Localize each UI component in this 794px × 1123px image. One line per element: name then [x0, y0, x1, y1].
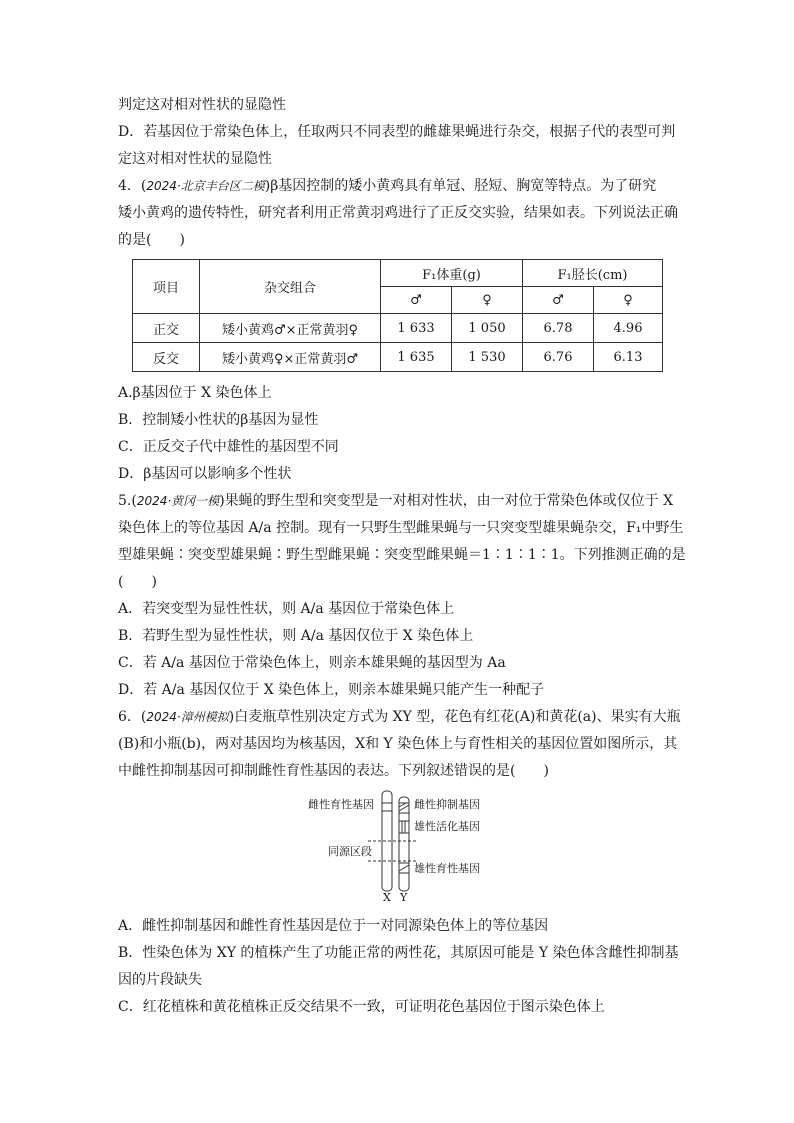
- label-male-fertility-gene: 雄性育性基因: [414, 862, 480, 875]
- row-weight-female: 1 530: [452, 343, 523, 372]
- header-female: ♀: [452, 287, 523, 314]
- header-cross: 杂交组合: [200, 260, 381, 314]
- q4-stem-text: )β基因控制的矮小黄鸡具有单冠、胫短、胸宽等特点。为了研究: [264, 178, 657, 194]
- q4-option-b: B．控制矮小性状的β基因为显性: [118, 412, 319, 428]
- header-weight: F₁体重(g): [381, 260, 523, 287]
- q5-stem-line1: [118, 488, 678, 515]
- q6-option-b-cont: 因的片段缺失: [118, 972, 202, 988]
- q5-stem-line4: ( ): [118, 574, 157, 590]
- q4-table-wrapper: [132, 259, 678, 372]
- q6-stem-text: )白麦瓶草性别决定方式为 XY 型，花色有红花(A)和黄花(a)、果实有大瓶: [228, 709, 681, 725]
- q5-number: 5.(: [118, 493, 137, 509]
- row-name: 反交: [133, 343, 200, 372]
- label-female-fertility-gene: 雌性育性基因: [308, 798, 374, 811]
- chromosome-diagram: [118, 789, 678, 907]
- q6-source: 2024·漳州模拟: [146, 710, 229, 724]
- q4-stem-line1: [118, 173, 678, 200]
- header-shin: F₁胫长(cm): [523, 260, 663, 287]
- text-line: 判定这对相对性状的显隐性: [118, 97, 286, 113]
- table-row: [133, 314, 663, 343]
- q5-option-c: C．若 A/a 基因位于常染色体上，则亲本雄果蝇的基因型为 Aa: [118, 655, 506, 671]
- row-weight-male: 1 633: [381, 314, 452, 343]
- header-female: ♀: [594, 287, 663, 314]
- table-header-row: [133, 260, 663, 287]
- q5-option-d: D．若 A/a 基因仅位于 X 染色体上，则亲本雄果蝇只能产生一种配子: [118, 682, 545, 698]
- q6-stem-line3: 中雌性抑制基因可抑制雌性育性基因的表达。下列叙述错误的是( ): [118, 763, 549, 779]
- q4-number: 4．(: [118, 178, 147, 194]
- label-x: X: [383, 891, 391, 904]
- header-male: ♂: [523, 287, 594, 314]
- q5-stem-line3: 型雄果蝇∶突变型雄果蝇∶野生型雌果蝇∶突变型雌果蝇＝1∶1∶1∶1。下列推测正确的是: [118, 547, 686, 563]
- q4-results-table: [132, 259, 663, 372]
- q6-option-c: C．红花植株和黄花植株正反交结果不一致，可证明花色基因位于图示染色体上: [118, 999, 605, 1015]
- q4-stem-line2: 矮小黄鸡的遗传特性，研究者利用正常黄羽鸡进行了正反交实验，结果如表。下列说法正确: [118, 205, 678, 221]
- q5-stem-line2: 染色体上的等位基因 A/a 控制。现有一只野生型雌果蝇与一只突变型雄果蝇杂交，F₁中野生: [118, 520, 684, 536]
- q5-option-b: B．若野生型为显性性状，则 A/a 基因仅位于 X 染色体上: [118, 628, 474, 644]
- q4-stem-line3: 的是( ): [118, 232, 185, 248]
- row-name: 正交: [133, 314, 200, 343]
- document-page: [118, 92, 686, 1021]
- male-activator-band: [399, 821, 409, 833]
- header-male: ♂: [381, 287, 452, 314]
- option-d-line: D．若基因位于常染色体上，任取两只不同表型的雌雄果蝇进行杂交，根据子代的表型可判: [118, 124, 676, 140]
- q4-option-c: C．正反交子代中雄性的基因型不同: [118, 439, 339, 455]
- label-homologous-region: 同源区段: [328, 845, 372, 858]
- row-shin-male: 6.78: [523, 314, 594, 343]
- q6-stem-line2: (B)和小瓶(b)，两对基因均为核基因，X和 Y 染色体上与育性相关的基因位置如图所示，其: [118, 736, 678, 752]
- row-shin-female: 6.13: [594, 343, 663, 372]
- q5-option-a: A．若突变型为显性性状，则 A/a 基因位于常染色体上: [118, 601, 455, 617]
- q5-source: 2024·黄冈一模: [136, 494, 220, 508]
- row-cross: 矮小黄鸡♀×正常黄羽♂: [200, 343, 381, 372]
- q6-stem-line1: [118, 704, 681, 731]
- header-item: 项目: [133, 260, 200, 314]
- row-weight-female: 1 050: [452, 314, 523, 343]
- option-d-line-cont: 定这对相对性状的显隐性: [118, 151, 272, 167]
- q5-stem-text: )果蝇的野生型和突变型是一对相对性状，由一对位于常染色体或仅位于 X: [219, 493, 674, 509]
- q6-number: 6．(: [118, 709, 147, 725]
- q6-option-b: B．性染色体为 XY 的植株产生了功能正常的两性花，其原因可能是 Y 染色体含雌性抑制基: [118, 945, 679, 961]
- label-female-suppressor-gene: 雌性抑制基因: [414, 798, 480, 811]
- row-cross: 矮小黄鸡♂×正常黄羽♀: [200, 314, 381, 343]
- row-shin-female: 4.96: [594, 314, 663, 343]
- q4-source: 2024·北京丰台区二模: [146, 179, 265, 193]
- q6-option-a: A．雌性抑制基因和雌性育性基因是位于一对同源染色体上的等位基因: [118, 918, 549, 934]
- label-male-activator-gene: 雄性活化基因: [414, 820, 480, 833]
- q4-option-d: D．β基因可以影响多个性状: [118, 466, 292, 482]
- row-shin-male: 6.76: [523, 343, 594, 372]
- q4-option-a: A.β基因位于 X 染色体上: [118, 385, 272, 401]
- row-weight-male: 1 635: [381, 343, 452, 372]
- table-row: [133, 343, 663, 372]
- label-y: Y: [400, 891, 408, 904]
- chromosome-figure: [118, 789, 678, 907]
